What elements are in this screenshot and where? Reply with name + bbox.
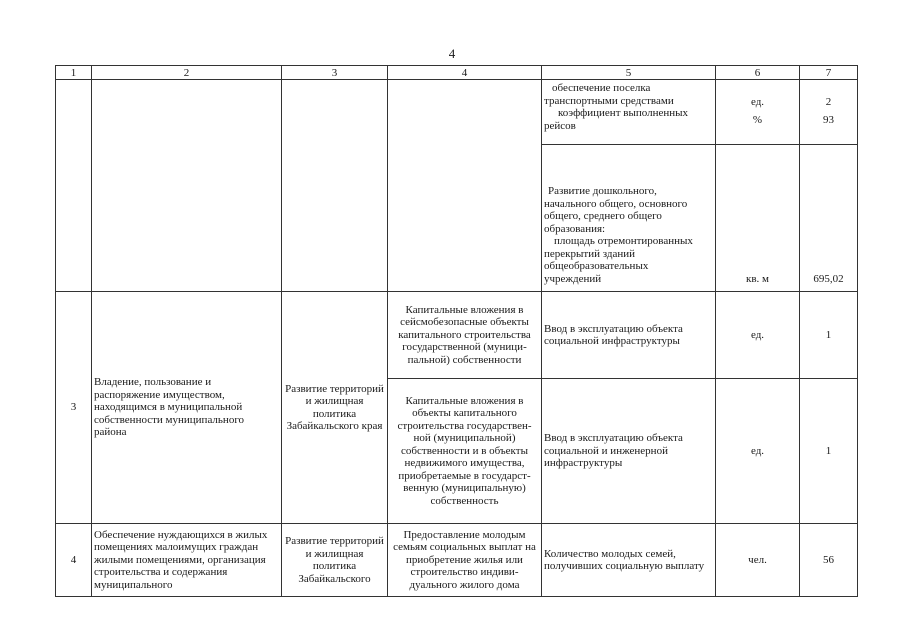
indicator-line: перекрытий зданий (544, 247, 636, 260)
column-header: 4 (388, 66, 542, 80)
program-cell (282, 80, 388, 292)
indicator-line: рейсов (544, 119, 576, 132)
column-header: 3 (282, 66, 388, 80)
column-header: 1 (56, 66, 92, 80)
value-cell: 56 (800, 524, 858, 597)
indicator-line: учреждений (544, 272, 602, 285)
indicator-cell: Ввод в эксплуатацию объекта социальной инфраструктуры (542, 292, 716, 379)
row-number-cell: 4 (56, 524, 92, 597)
column-header: 6 (716, 66, 800, 80)
table-row (56, 524, 858, 597)
program-cell: Развитие территорий и жилищная политика Забайкальского края (282, 292, 388, 524)
unit-cell: ед. (716, 379, 800, 524)
indicator-line: общеобразовательных (544, 260, 649, 272)
indicator-cell: Количество молодых семей, получивших социальную выплату (542, 524, 716, 597)
action-cell (388, 80, 542, 292)
row-number-cell: 3 (56, 292, 92, 524)
task-cell: Владение, пользование и распоряжение имуществом, находящимся в муниципальной собственности муниципального района (92, 292, 282, 524)
unit-cell: ед. (716, 292, 800, 379)
unit-cell: чел. (716, 524, 800, 597)
action-cell: Капитальные вложения в объекты капитального строительства государствен-ной (муниципальной) собственности и в объекты недвижимого имущества, приобретаемые в государст-венную (муниципальную) собственность (388, 379, 542, 524)
indicator-line: общего, среднего общего (544, 210, 662, 222)
unit-cell: кв. м (716, 145, 800, 292)
indicator-line: транспортными средствами (544, 94, 674, 107)
unit-cell (716, 80, 800, 145)
table-row (56, 292, 858, 379)
indicator-value: 2 (825, 96, 832, 108)
value-cell (800, 80, 858, 145)
action-cell: Капитальные вложения в сейсмобезопасные объекты капитального строительства государственной (муници-пальной) собственности (388, 292, 542, 379)
unit-value: ед. (750, 96, 765, 108)
action-cell: Предоставление молодым семьям социальных выплат на приобретение жилья или строительство индиви-дуального жилого дома (388, 524, 542, 597)
indicator-cell (542, 80, 716, 145)
column-header: 5 (542, 66, 716, 80)
indicator-value: 93 (823, 113, 834, 126)
indicator-line: обеспечение поселка (552, 82, 651, 94)
task-cell: Обеспечение нуждающихся в жилых помещениях малоимущих граждан жилыми помещениями, организация строительства и содержания муниципального (92, 524, 282, 597)
page-number: 4 (448, 46, 456, 61)
task-cell (92, 80, 282, 292)
indicator-line: Развитие дошкольного, (548, 185, 657, 197)
value-cell: 1 (800, 292, 858, 379)
indicator-line: начального общего, основного (544, 197, 688, 210)
indicator-line: коэффициент выполненных (558, 107, 689, 119)
column-header: 2 (92, 66, 282, 80)
indicator-cell (542, 145, 716, 292)
indicator-cell: Ввод в эксплуатацию объекта социальной и инженерной инфраструктуры (542, 379, 716, 524)
value-cell: 1 (800, 379, 858, 524)
unit-value: % (752, 113, 763, 126)
indicator-line: площадь отремонтированных (554, 235, 693, 247)
program-table (55, 65, 858, 597)
indicator-line: образования: (544, 222, 606, 235)
row-number-cell (56, 80, 92, 292)
program-cell: Развитие территорий и жилищная политика Забайкальского (282, 524, 388, 597)
column-header: 7 (800, 66, 858, 80)
value-cell: 695,02 (800, 145, 858, 292)
column-number-row (56, 66, 858, 80)
table-row (56, 80, 858, 145)
